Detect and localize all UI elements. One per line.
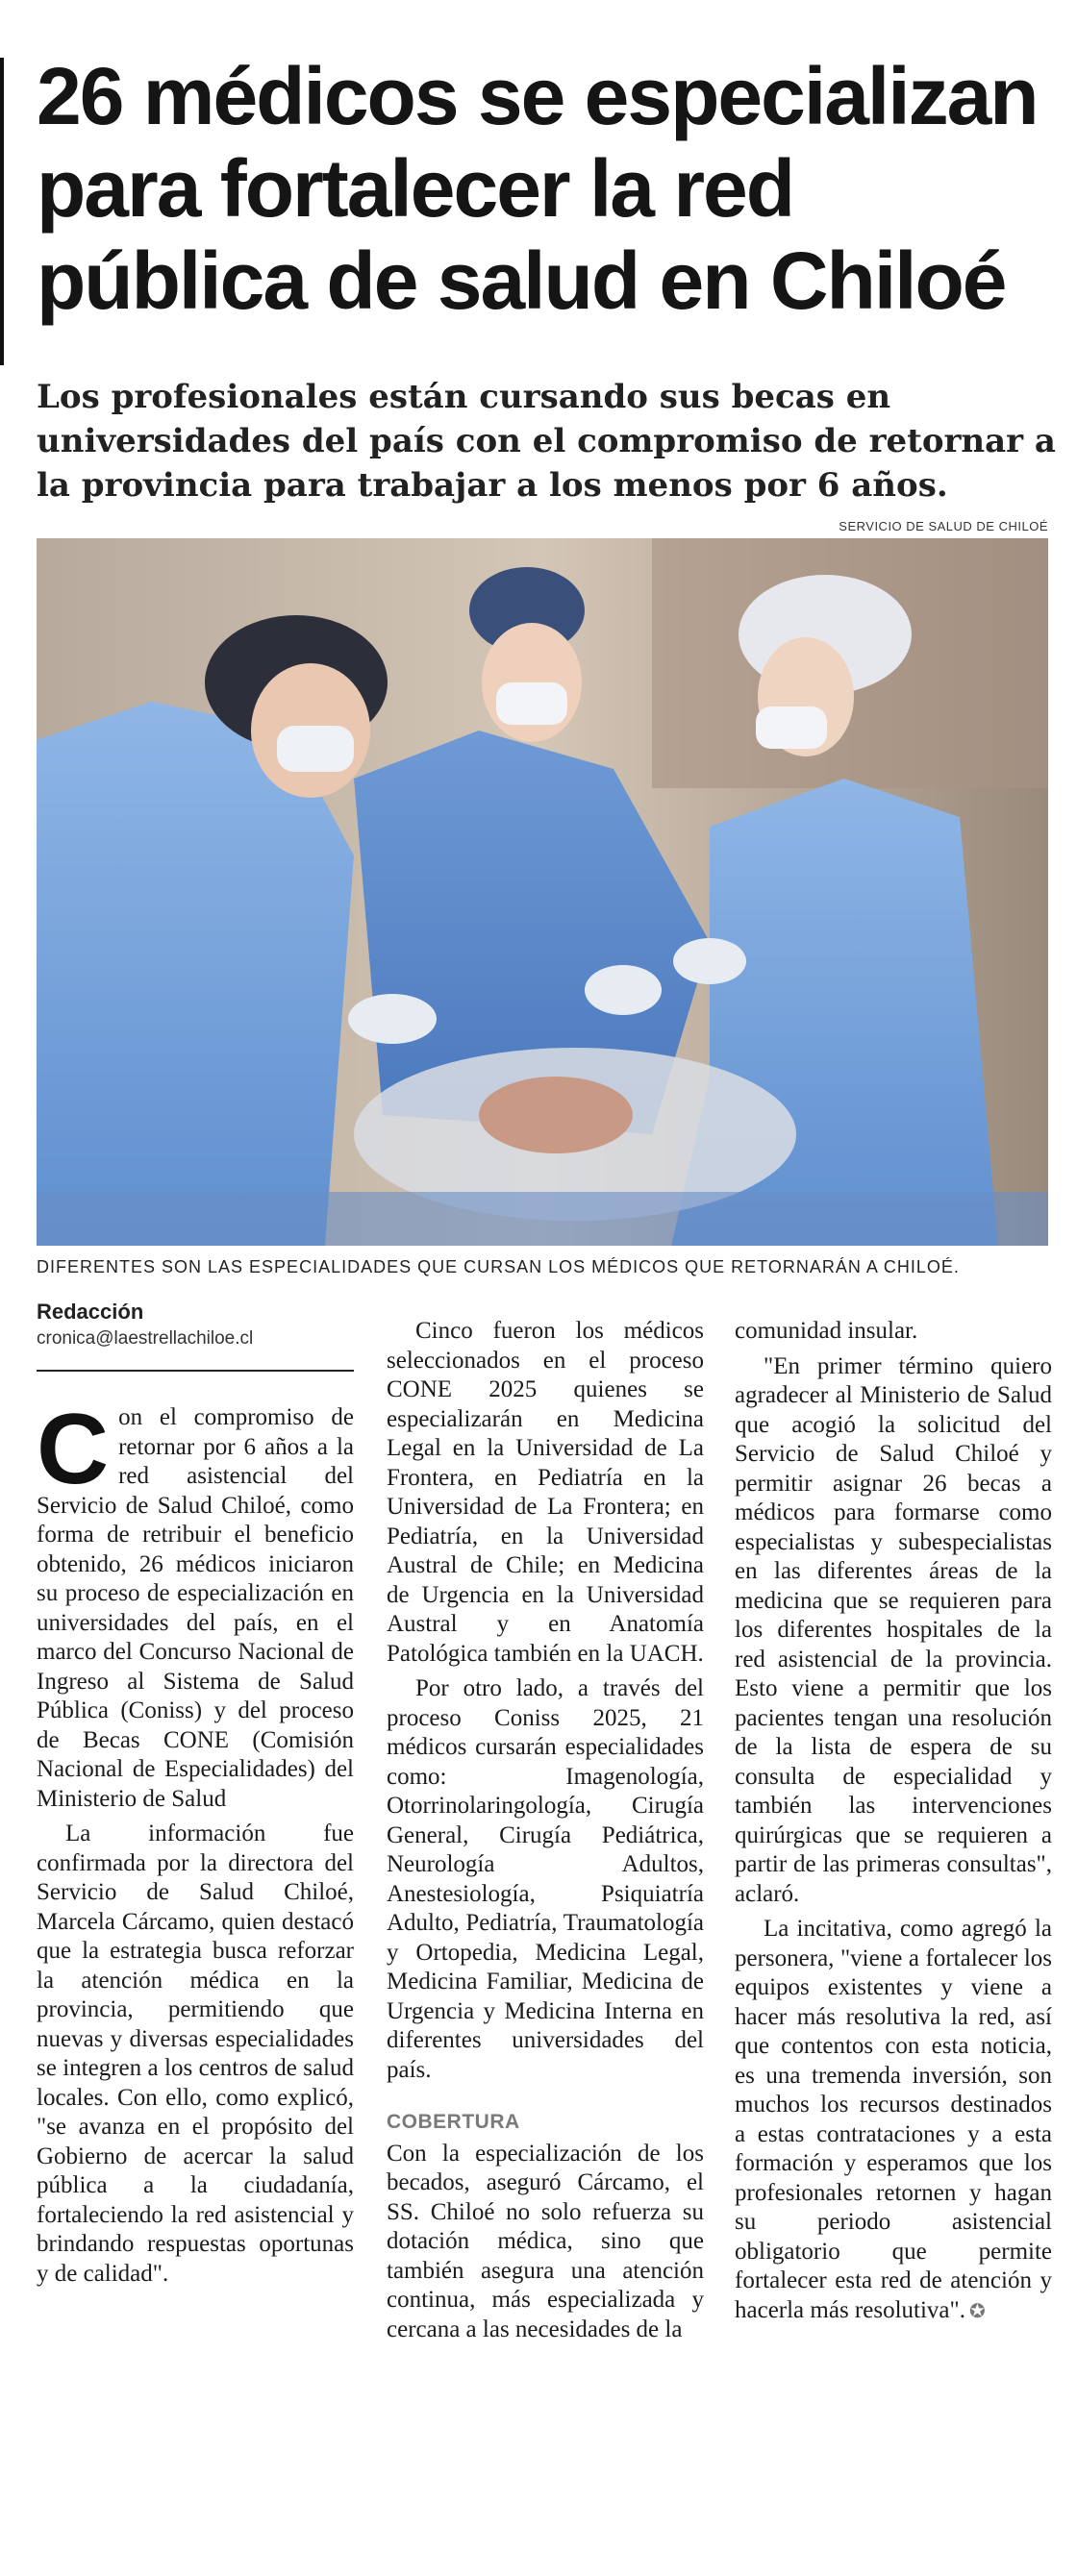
byline — [37, 1300, 354, 1350]
article-column-2 — [387, 1317, 704, 2344]
end-mark-icon: ✪ — [968, 2300, 986, 2322]
drop-cap: C — [37, 1394, 110, 1505]
article-paragraph: La información fue confirmada por la directora del Servicio de Salud Chiloé, Marcela Cárcamo, quien destacó que la estrategia busca reforzar la atención médica en la provincia, permitiendo que nuevas y diversas especialidades se integren a los centros de salud locales. Con ello, como explicó, "se avanza en el propósito del Gobierno de acercar la salud pública a la ciudadanía, fortaleciendo la red asistencial y brindando respuestas oportunas y de calidad". — [37, 1821, 354, 2287]
article-paragraph — [735, 1915, 1052, 2326]
surgery-photo-illustration — [37, 538, 1048, 1246]
paragraph-text: on el compromiso de retornar por 6 años a la red asistencial del Servicio de Salud Chiloé, como forma de retribuir el beneficio obtenido, 26 médicos iniciaron su proceso de especialización en universidades del país, en el marco del Concurso Nacional de Ingreso al Sistema de Salud Pública (Coniss) y del proceso de Becas CONE (Comisión Nacional de Especialidades) del Ministerio de Salud — [37, 1404, 354, 1812]
article-paragraph: comunidad insular. — [735, 1318, 918, 1344]
article-headline: 26 médicos se especializan para fortalecer la red pública de salud en Chiloé — [37, 51, 1038, 326]
surgery-photo — [37, 538, 1048, 1246]
article-paragraph: Con la especialización de los becados, aseguró Cárcamo, el SS. Chiloé no solo refuerza su dotación médica, sino que también asegura una atención continua, más especializada y cercana a las necesidades de la — [387, 2140, 704, 2342]
photo-credit: SERVICIO DE SALUD DE CHILOÉ — [839, 519, 1048, 533]
byline-email[interactable]: cronica@laestrellachiloe.cl — [37, 1328, 254, 1349]
left-accent-rule — [0, 58, 4, 365]
byline-divider — [37, 1370, 354, 1372]
article-column-1 — [37, 1394, 354, 2289]
article-paragraph: "En primer término quiero agradecer al Ministerio de Salud que acogió la solicitud del Servicio de Salud Chiloé y permitir asignar 26 becas a médicos para formarse como especialistas y subespecialistas en las diferentes áreas de la medicina que se requieren para los diferentes hospitales de la red asistencial de la provincia. Esto viene a permitir que los pacientes tengan una resolución de la lista de espera de su consulta de especialidad y también las intervenciones quirúrgicas que se requieren a partir de las primeras consultas", aclaró. — [735, 1352, 1052, 1907]
paragraph-text: La incitativa, como agregó la personera, "viene a fortalecer los equipos existentes y viene a hacer más resolutiva la red, así que contentos con esta noticia, es una tremenda inversión, son muchos los recursos destinados a estas contrataciones y a esta formación y esperamos que los profesionales retornen y hagan su periodo asistencial obligatorio que permite fortalecer esta red de atención y hacerla más resolutiva". — [735, 1916, 1052, 2323]
article-column-3 — [735, 1317, 1052, 2326]
photo-caption: DIFERENTES SON LAS ESPECIALIDADES QUE CURSAN LOS MÉDICOS QUE RETORNARÁN A CHILOÉ. — [37, 1257, 960, 1276]
article-paragraph: Por otro lado, a través del proceso Coniss 2025, 21 médicos cursarán especialidades como: Imagenología, Otorrinolaringología, Cirugía General, Cirugía Pediátrica, Neurología Adultos, Anestesiología, Psiquiatría Adulto, Pediatría, Traumatología y Ortopedia, Medicina Legal, Medicina Familiar, Medicina de Urgencia y Medicina Interna en diferentes universidades del país. — [387, 1675, 704, 2083]
byline-author: Redacción — [37, 1300, 144, 1324]
article-deck: Los profesionales están cursando sus becas en universidades del país con el compromiso de retornar a la provincia para trabajar a los menos por 6 años. — [37, 378, 1056, 505]
article-paragraph — [37, 1394, 354, 1814]
article-paragraph: Cinco fueron los médicos seleccionados en el proceso CONE 2025 quienes se especializarán en Medicina Legal en la Universidad de La Frontera, en Pediatría en la Universidad de La Frontera; en Pediatría, en la Universidad Austral de Chile; en Medicina de Urgencia en la Universidad Austral y en Anatomía Patológica también en la UACH. — [387, 1318, 704, 1667]
section-subhead: COBERTURA — [387, 2111, 520, 2133]
